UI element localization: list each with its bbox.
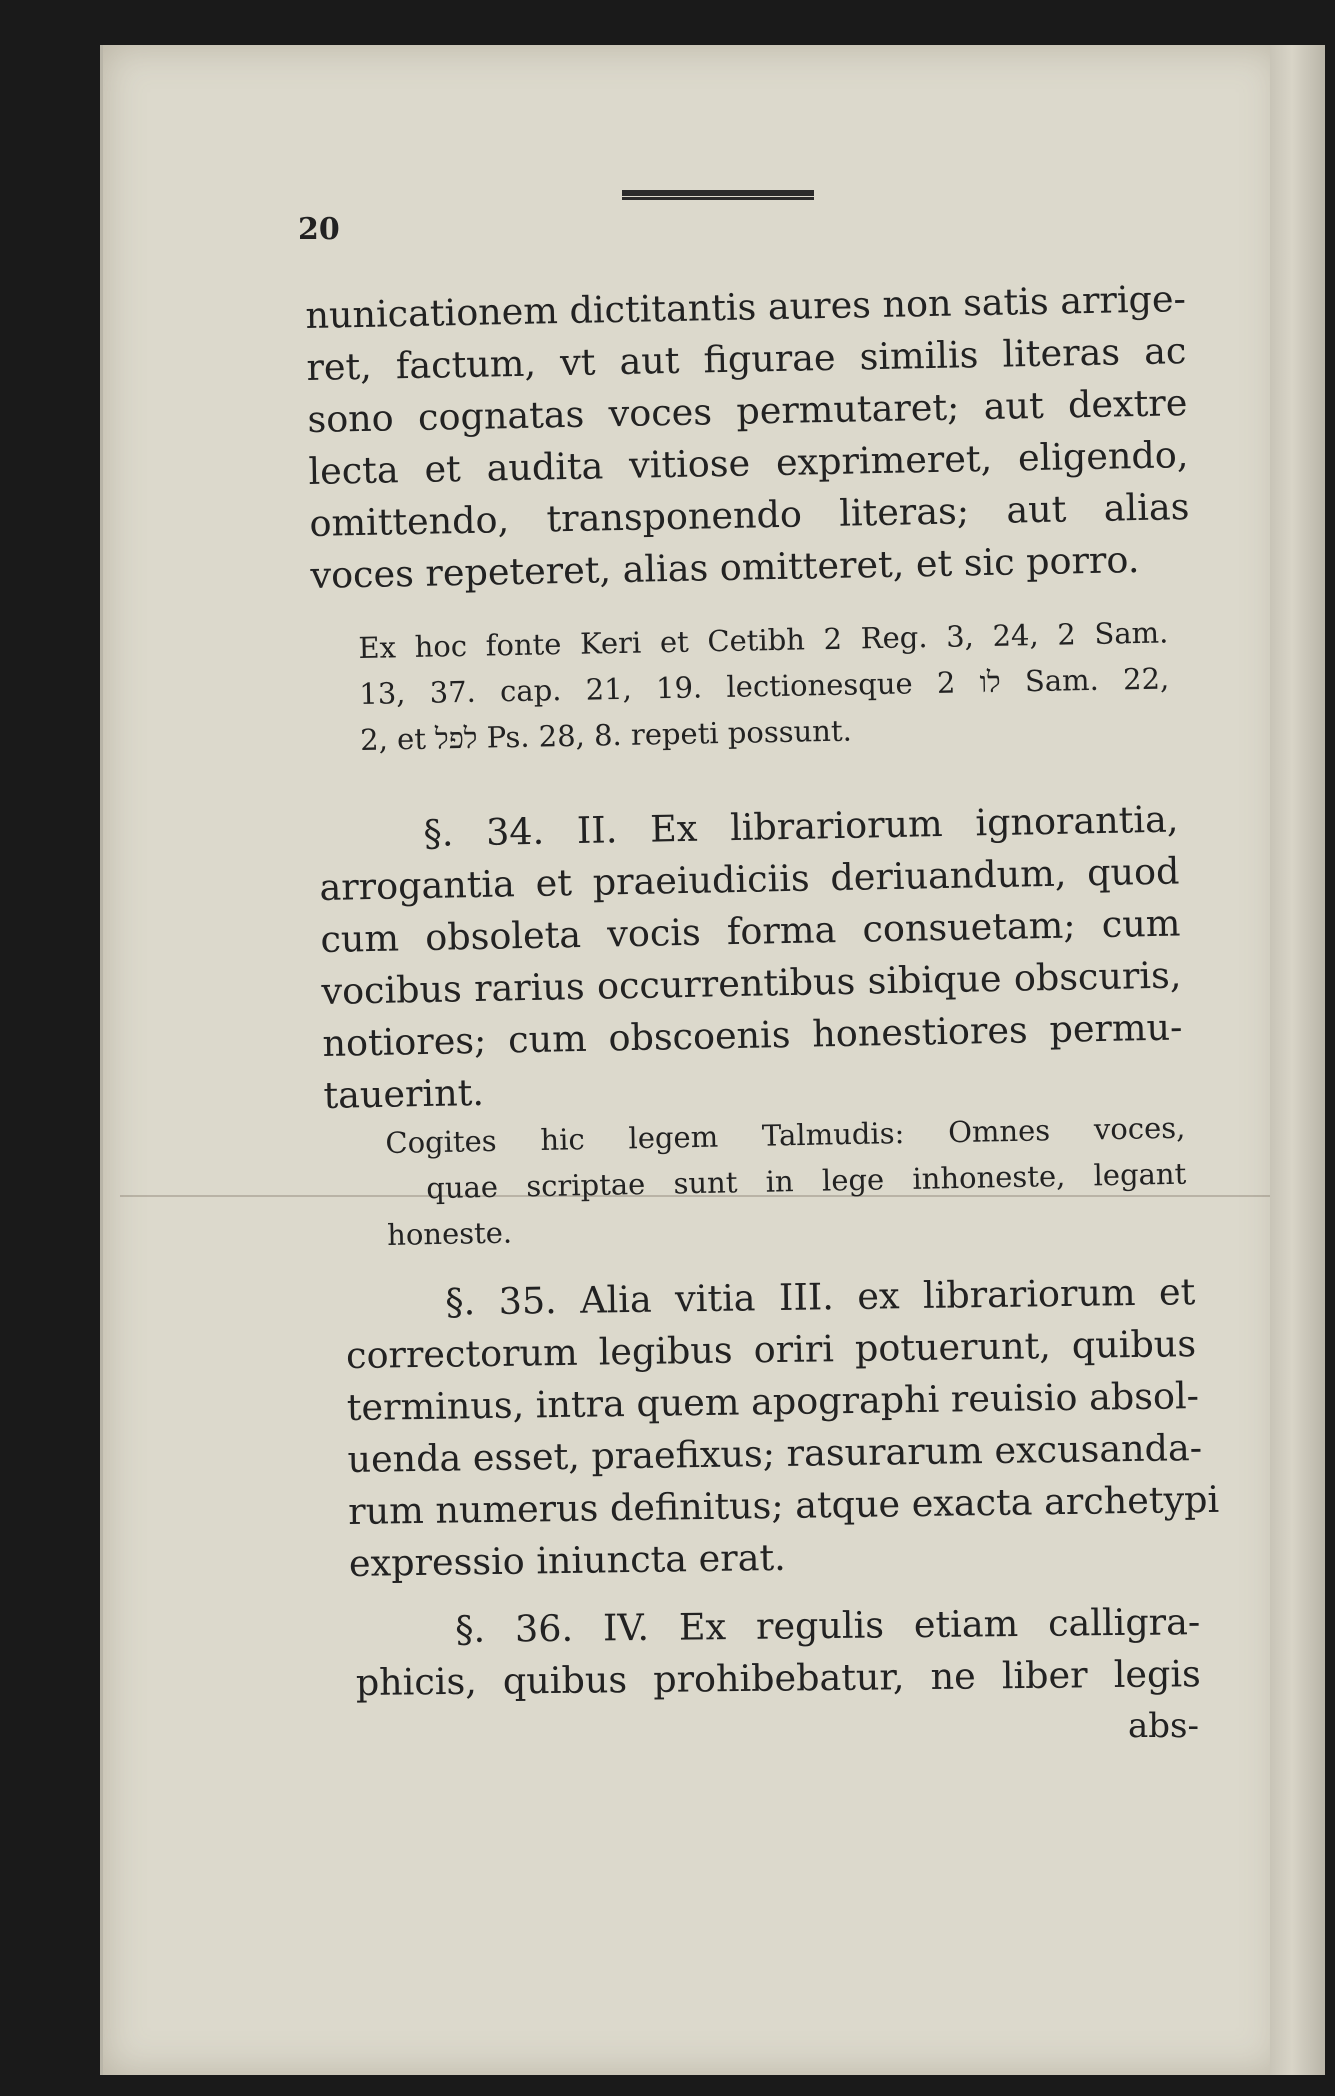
text-line: arrogantia et praeiudiciis deriuandum, quod [319,849,1180,909]
note-line: 2, et לפל Ps. 28, 8. repeti possunt. [359,713,853,757]
note-keri [358,609,1171,763]
text-line: rum numerus definitus; atque exacta archetypi [347,1477,1220,1533]
text-line: tauerint. [323,1070,485,1117]
text-line: nunicationem dictitantis aures non satis arrige- [305,277,1187,337]
text-line: vocibus rarius occurrentibus sibique obscuris, [321,953,1182,1013]
page-edge [1270,45,1325,2075]
text-line: sono cognatas voces permutaret; aut dextre [307,381,1188,441]
page-number: 20 [298,212,340,247]
text-line: expressio iniuncta erat. [348,1535,786,1585]
text-line: terminus, intra quem apographi reuisio absol- [346,1374,1200,1429]
text-line: ret, factum, vt aut figurae similis literas ac [306,329,1187,389]
section-heading-line: §. 34. II. Ex librariorum ignorantia, [423,797,1179,855]
text-line: uenda esset, praefixus; rasurarum excusanda- [347,1426,1203,1481]
text-line: lecta et audita vitiose exprimeret, eligendo, [308,433,1189,493]
paragraph-intro [305,273,1191,602]
text-line: correctorum legibus oriri potuerunt, quibus [345,1322,1197,1377]
note-line: Ex hoc fonte Keri et Cetibh 2 Reg. 3, 24, 2 Sam. [358,615,1169,665]
note-line: quae scriptae sunt in lege inhoneste, legant [425,1156,1187,1206]
note-line: 13, 37. cap. 21, 19. lectionesque לו 2 Sam. 22, [358,661,1170,711]
section-36 [355,1596,1201,1709]
section-heading-line: §. 35. Alia vitia III. ex librariorum et [445,1270,1196,1324]
text-line: notiores; cum obscoenis honestiores permu- [322,1005,1183,1065]
catchword: abs- [1128,1706,1199,1746]
text-line: omittendo, transponendo literas; aut alias [309,485,1190,545]
text-line: phicis, quibus prohibebatur, ne liber legis [355,1652,1201,1704]
text-line: cum obsoleta vocis forma consuetam; cum [320,901,1181,961]
section-34 [318,793,1184,1121]
header-rule [622,190,814,200]
text-line: voces repeteret, alias omitteret, et sic porro. [310,538,1140,597]
note-talmud [385,1105,1188,1258]
section-35 [345,1266,1220,1590]
note-line: honeste. [386,1215,513,1252]
note-line: Cogites hic legem Talmudis: Omnes voces, [385,1110,1186,1160]
section-heading-line: §. 36. IV. Ex regulis etiam calligra- [455,1600,1201,1651]
